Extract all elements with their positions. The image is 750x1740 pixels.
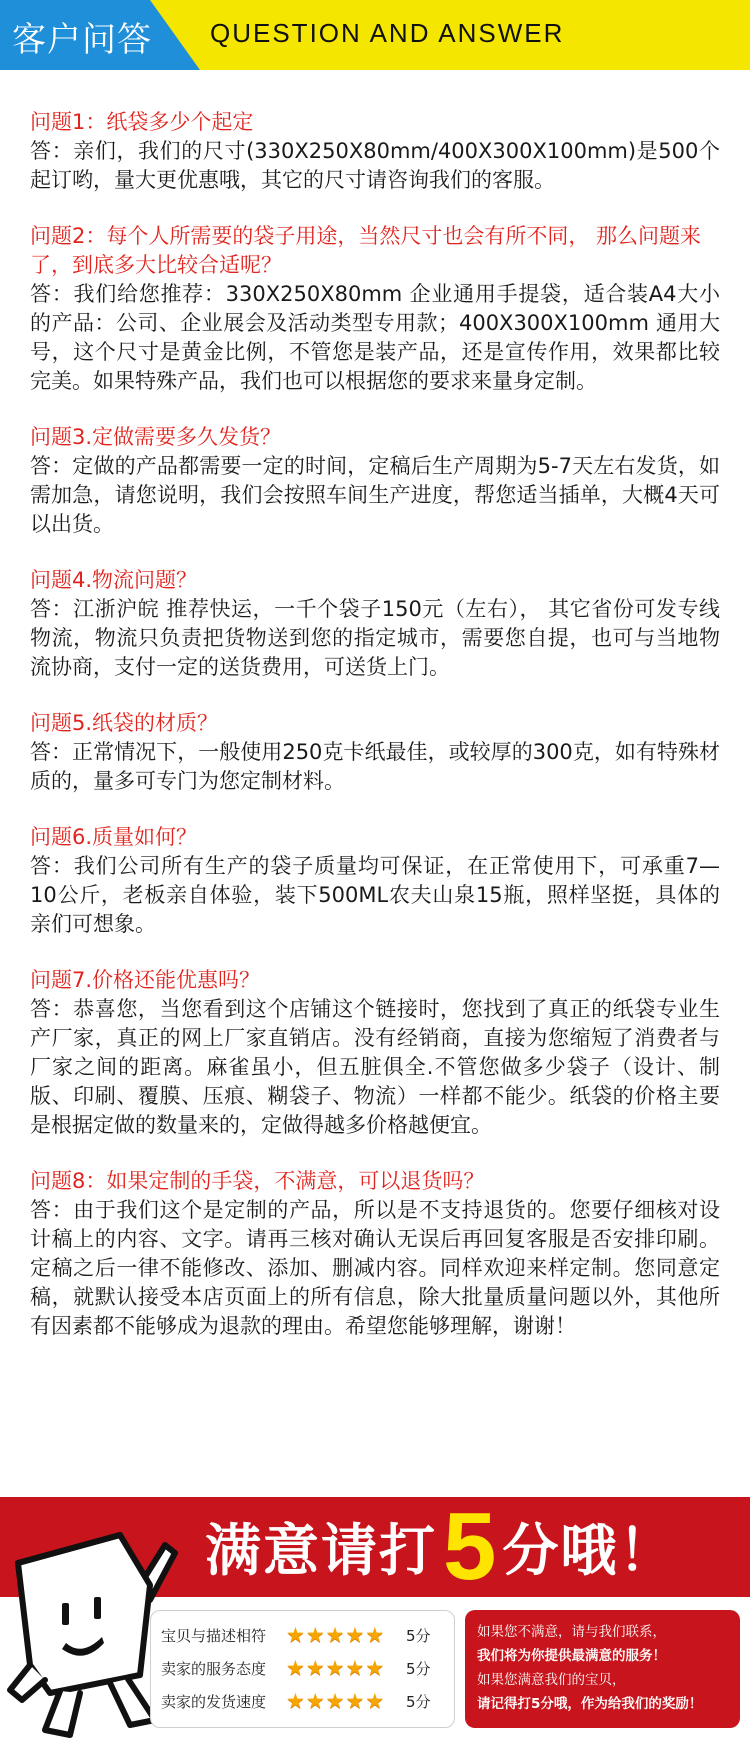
answer-5: 答：正常情况下，一般使用250克卡纸最佳，或较厚的300克，如有特殊材质的，量多可专门为您定制材料。 xyxy=(30,740,720,793)
qa-item xyxy=(30,709,720,796)
rating-row xyxy=(161,1619,444,1652)
qa-list xyxy=(30,108,720,1368)
rating-row xyxy=(161,1652,444,1685)
slogan-part1: 满意请打 xyxy=(205,1519,437,1584)
star-icon: ★ xyxy=(345,1623,365,1647)
star-icon: ★ xyxy=(365,1623,385,1647)
qa-item xyxy=(30,566,720,682)
answer-4: 答：江浙沪皖 推荐快运，一千个袋子150元（左右）， 其它省份可发专线物流，物流只负责把货物送到您的指定城市，需要您自提，也可与当地物流协商，支付一定的送货费用，可送货上门。 xyxy=(30,597,720,679)
rating-score: 5分 xyxy=(406,1693,431,1711)
answer-3: 答：定做的产品都需要一定的时间，定稿后生产周期为5-7天左右发货，如需加急，请您说明，我们会按照车间生产进度，帮您适当插单，大概4天可以出货。 xyxy=(30,454,720,536)
star-icon: ★ xyxy=(286,1656,305,1680)
contact-line-3: 如果您满意我们的宝贝， xyxy=(477,1672,626,1688)
contact-box xyxy=(465,1610,740,1728)
ratings-box xyxy=(150,1610,455,1728)
contact-line-2: 我们将为你提供最满意的服务！ xyxy=(477,1648,666,1664)
qa-item xyxy=(30,222,720,396)
star-icon: ★ xyxy=(365,1656,385,1680)
answer-8: 答：由于我们这个是定制的产品，所以是不支持退货的。您要仔细核对设计稿上的内容、文字。请再三核对确认无误后再回复客服是否安排印刷。定稿之后一律不能修改、添加、删减内容。同样欢迎来样定制。您同意定稿，就默认接受本店页面上的所有信息，除大批量质量问题以外，其他所有因素都不能够成为退款的理由。希望您能够理解，谢谢！ xyxy=(30,1198,720,1338)
question-1: 问题1：纸袋多少个起定 xyxy=(30,110,254,134)
contact-line-4: 请记得打5分哦，作为给我们的奖励！ xyxy=(477,1696,703,1712)
question-2: 问题2：每个人所需要的袋子用途，当然尺寸也会有所不同， 那么问题来了，到底多大比较合适呢？ xyxy=(30,224,702,277)
star-rating xyxy=(286,1658,396,1679)
star-icon: ★ xyxy=(286,1623,305,1647)
answer-1: 答：亲们，我们的尺寸(330X250X80mm/400X300X100mm)是500个起订哟，量大更优惠哦，其它的尺寸请咨询我们的客服。 xyxy=(30,139,720,192)
rating-label: 卖家的发货速度 xyxy=(161,1693,267,1711)
star-icon: ★ xyxy=(305,1689,325,1713)
header-tab-label: 客户问答 xyxy=(12,20,152,60)
qa-item xyxy=(30,108,720,195)
qa-item xyxy=(30,966,720,1140)
question-5: 问题5.纸袋的材质？ xyxy=(30,711,219,735)
question-8: 问题8：如果定制的手袋，不满意，可以退货吗？ xyxy=(30,1169,485,1193)
answer-6: 答：我们公司所有生产的袋子质量均可保证，在正常使用下，可承重7—10公斤，老板亲自体验，装下500ML农夫山泉15瓶，照样坚挺，具体的亲们可想象。 xyxy=(30,854,720,936)
star-icon: ★ xyxy=(325,1656,345,1680)
star-icon: ★ xyxy=(365,1689,385,1713)
star-icon: ★ xyxy=(345,1656,365,1680)
rating-label: 卖家的服务态度 xyxy=(161,1660,267,1678)
question-4: 问题4.物流问题？ xyxy=(30,568,198,592)
qa-item xyxy=(30,823,720,939)
rating-score: 5分 xyxy=(406,1660,431,1678)
qa-item xyxy=(30,423,720,539)
answer-2: 答：我们给您推荐：330X250X80mm 企业通用手提袋，适合装A4大小的产品：公司、企业展会及活动类型专用款；400X300X100mm 通用大号，这个尺寸是黄金比例，不管您是装产品，还是宣传作用，效果都比较完美。如果特殊产品，我们也可以根据您的要求来量身定制。 xyxy=(30,282,720,393)
header-title: QUESTION AND ANSWER xyxy=(210,18,565,48)
answer-7: 答：恭喜您，当您看到这个店铺这个链接时，您找到了真正的纸袋专业生产厂家，真正的网上厂家直销店。没有经销商，直接为您缩短了消费者与厂家之间的距离。麻雀虽小，但五脏俱全.不管您做多少袋子（设计、制版、印刷、覆膜、压痕、糊袋子、物流）一样都不能少。纸袋的价格主要是根据定做的数量来的，定做得越多价格越便宜。 xyxy=(30,997,720,1137)
star-rating xyxy=(286,1625,396,1646)
contact-line-1: 如果您不满意，请与我们联系， xyxy=(477,1624,666,1640)
slogan-number: 5 xyxy=(443,1493,497,1600)
rating-score: 5分 xyxy=(406,1627,431,1645)
header-bar xyxy=(0,0,750,70)
star-icon: ★ xyxy=(305,1623,325,1647)
rating-label: 宝贝与描述相符 xyxy=(161,1627,267,1645)
question-3: 问题3.定做需要多久发货？ xyxy=(30,425,282,449)
question-6: 问题6.质量如何？ xyxy=(30,825,198,849)
star-icon: ★ xyxy=(345,1689,365,1713)
star-rating xyxy=(286,1691,396,1712)
star-icon: ★ xyxy=(325,1689,345,1713)
rating-row xyxy=(161,1685,444,1718)
question-7: 问题7.价格还能优惠吗？ xyxy=(30,968,261,992)
qa-item xyxy=(30,1167,720,1341)
banner-slogan xyxy=(205,1493,677,1600)
star-icon: ★ xyxy=(305,1656,325,1680)
slogan-part2: 分哦！ xyxy=(502,1519,677,1584)
star-icon: ★ xyxy=(325,1623,345,1647)
star-icon: ★ xyxy=(286,1689,305,1713)
